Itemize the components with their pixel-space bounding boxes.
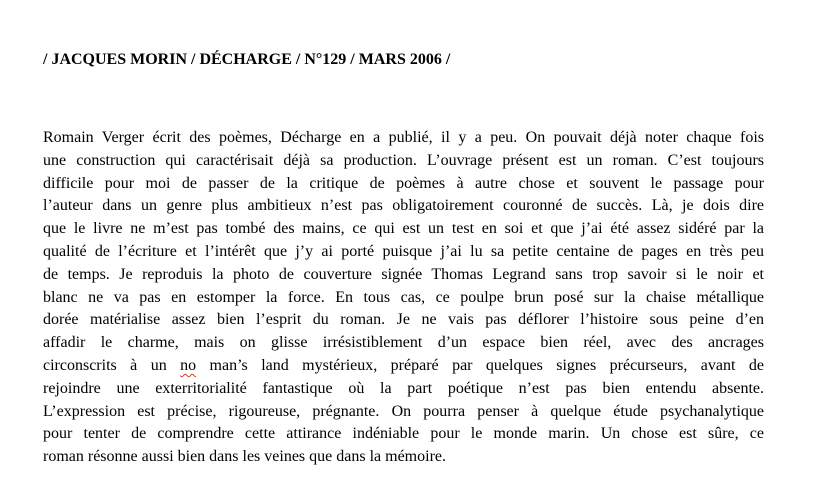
body-line: Romain Verger écrit des poèmes, Décharge en a publié, il y a peu. On pouvait déjà noter chaque fois: [43, 129, 764, 146]
body-line: affadir le charme, mais on glisse irrésistiblement d’un espace bien réel, avec des ancrages: [43, 334, 764, 352]
body-line: rejoindre une exterritorialité fantastique où la part poétique n’est pas bien entendu absente.: [43, 379, 764, 397]
body-line: roman résonne aussi bien dans les veines que dans la mémoire.: [43, 448, 446, 466]
body-line: blanc ne va pas en estomper la force. En tous cas, ce poulpe brun posé sur la chaise métallique: [43, 288, 764, 306]
body-line: pour tenter de comprendre cette attirance indéniable pour le monde marin. Un chose est sûre, ce: [43, 425, 764, 443]
body-line-segment: circonscrits à un: [43, 356, 181, 374]
body-line: l’auteur dans un genre plus ambitieux n’est pas obligatoirement couronné de succès. Là, je dois dire: [43, 197, 764, 215]
document-heading: / JACQUES MORIN / DÉCHARGE / N°129 / MARS 2006 /: [43, 51, 451, 68]
document-body[interactable]: [43, 127, 764, 469]
body-line-segment: man’s land mystérieux, préparé par quelques signes précurseurs, avant de: [196, 356, 764, 374]
spellcheck-flagged-word[interactable]: no: [180, 356, 197, 374]
body-line: L’expression est précise, rigoureuse, prégnante. On pourra penser à quelque étude psychanalytique: [43, 402, 764, 420]
body-line: que le livre ne m’est pas tombé des mains, ce qui est un test en soi et que j’ai été assez sidéré par la: [43, 220, 764, 238]
body-line: une construction qui caractérisait déjà sa production. L’ouvrage présent est un roman. C’est toujours: [43, 151, 764, 169]
body-line: de temps. Je reproduis la photo de couverture signée Thomas Legrand sans trop savoir si le noir et: [43, 265, 764, 283]
body-line: difficile pour moi de passer de la critique de poèmes à autre chose et souvent le passage pour: [43, 174, 764, 192]
body-line: [43, 355, 764, 378]
body-line: dorée matérialise assez bien l’esprit du roman. Je ne vais pas déflorer l’histoire sous peine d’en: [43, 311, 764, 329]
body-line: qualité de l’écriture et l’intérêt que j’y ai porté puisque j’ai lu sa petite centaine de pages en très peu: [43, 242, 764, 260]
